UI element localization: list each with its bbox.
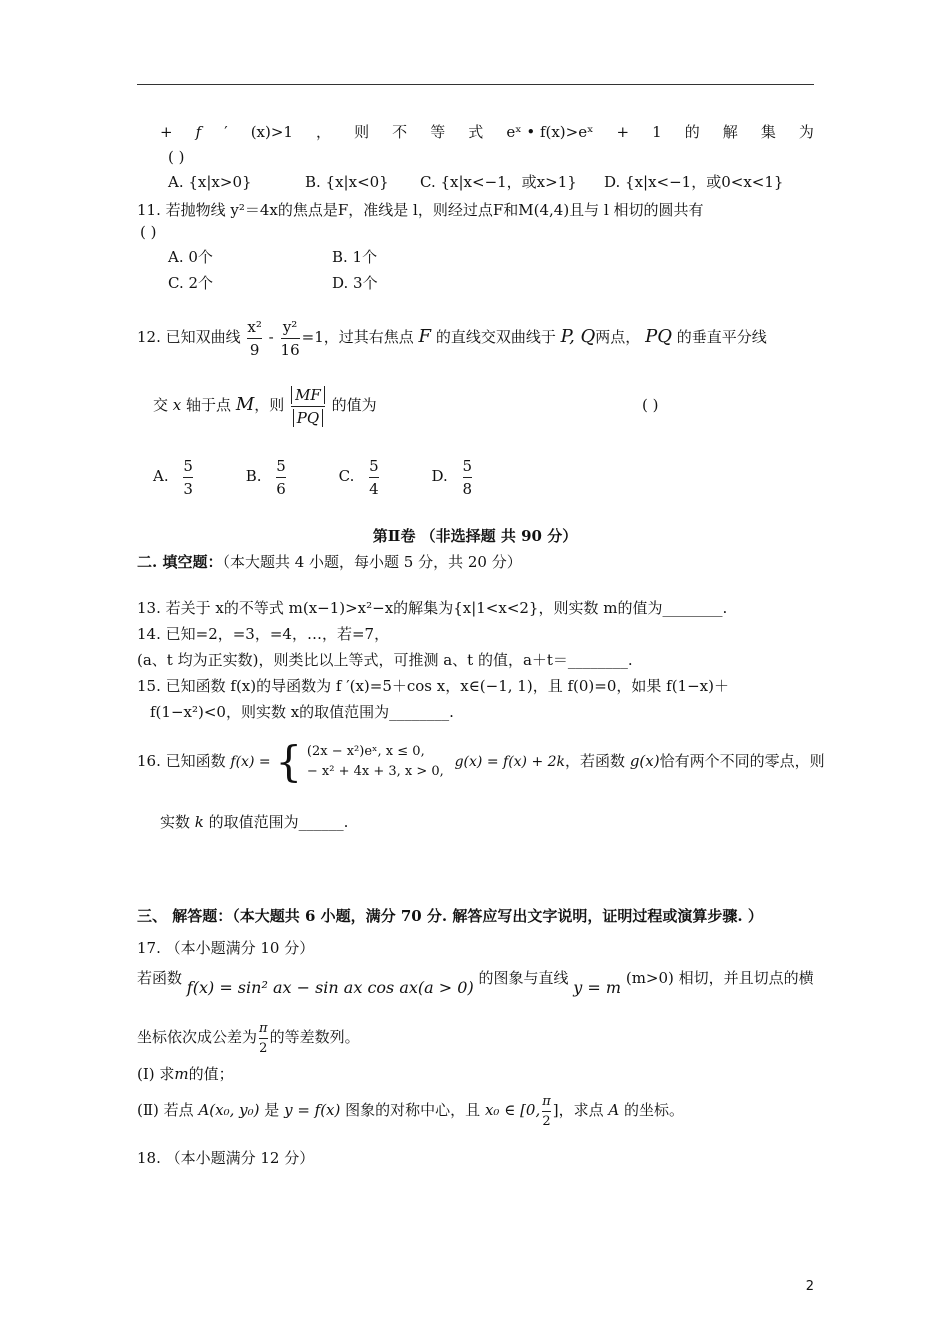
y-equals-fx: y = f(x) — [284, 1101, 341, 1119]
q10-part: 等 — [430, 123, 446, 141]
minus-sign: - — [268, 328, 274, 346]
part2-heading: 第Ⅱ卷 （非选择题 共 90 分） — [372, 527, 578, 545]
fraction-bar — [183, 477, 193, 478]
q10-option-a: A. {x|x>0} — [168, 173, 252, 191]
q12-text: ，过其右焦点 — [323, 328, 414, 346]
q12-options — [153, 452, 474, 500]
q12-text: 交 — [153, 396, 169, 414]
q17-text: (Ⅰ) 求 — [137, 1065, 175, 1083]
pi-over-2-fraction — [259, 1021, 268, 1056]
q14-line1: 14. 已知=2，=3，=4，…，若=7， — [137, 625, 390, 643]
fraction-bar — [276, 477, 286, 478]
q12-text: 两点， — [595, 328, 641, 346]
case-1: (2x − x²)eˣ, x ≤ 0, — [306, 744, 425, 759]
q17-line2 — [137, 1017, 360, 1057]
q11-option-c: C. 2个 — [168, 274, 214, 292]
q17-text: 坐标依次成公差为 — [137, 1028, 258, 1046]
q17-text: 的坐标。 — [624, 1101, 685, 1119]
q11-option-a: A. 0个 — [168, 248, 213, 266]
q12-text: 轴于点 — [186, 396, 232, 414]
q17-text: 是 — [264, 1101, 280, 1119]
frac-den: 16 — [280, 340, 300, 359]
q17-head: 17. （本小题满分 10 分） — [137, 939, 315, 957]
q10-part: + — [616, 123, 630, 141]
q12-text: 的垂直平分线 — [676, 328, 767, 346]
focus-symbol: F — [418, 326, 432, 347]
q16-text: 恰有两个不同的零点，则 — [659, 752, 825, 770]
q16-text: ，若函数 — [565, 752, 626, 770]
q12-option-a-label: A. — [153, 467, 169, 485]
q10-part: 集 — [760, 123, 776, 141]
part3-title: 三、 解答题：（本大题共 6 小题，满分 70 分. 解答应写出文字说明，证明过程或演算步骤. ） — [137, 907, 763, 925]
q10-part: 式 — [468, 123, 484, 141]
fraction-bar — [542, 1111, 551, 1112]
fraction-bar — [281, 338, 300, 339]
q12-option-d-label: D. — [431, 467, 448, 485]
q12-option-a-fraction — [183, 457, 193, 498]
q12-option-d-fraction — [463, 457, 473, 498]
q10-part: + — [160, 123, 173, 141]
frac-den: 3 — [183, 479, 193, 498]
q12-option-b-label: B. — [245, 467, 262, 485]
q17-part2 — [137, 1092, 684, 1129]
q17-text: (Ⅱ) 若点 — [137, 1101, 194, 1119]
g-symbol: g(x) — [629, 752, 660, 770]
frac-num: 5 — [462, 456, 473, 475]
x-symbol: x — [172, 396, 182, 414]
q11-text: 11. 若抛物线 y²＝4x的焦点是F，准线是 l，则经过点F和M(4,4)且与 l 相切的圆共有 — [137, 201, 704, 219]
q17-text: ]，求点 — [552, 1101, 604, 1119]
hyperbola-fraction-y — [281, 318, 300, 359]
gx-definition: g(x) = f(x) + 2k — [454, 754, 566, 770]
point-a-coords: A(x₀, y₀) — [198, 1101, 260, 1119]
fraction-bar — [259, 1038, 268, 1039]
point-m-symbol: M — [235, 394, 255, 415]
frac-num: 5 — [276, 456, 286, 475]
fill-section-title — [137, 552, 522, 572]
q14-line2: (a、t 均为正实数)，则类比以上等式，可推测 a、t 的值，a＋t＝________. — [137, 651, 633, 669]
frac-den: 4 — [369, 479, 379, 498]
q10-answer-paren: ( ) — [168, 148, 185, 166]
q10-part: ′ — [224, 123, 228, 141]
q12-text: 的直线交双曲线于 — [435, 328, 556, 346]
q17-line1 — [137, 965, 814, 997]
q10-part: 1 — [652, 123, 662, 141]
q17-text: 若函数 — [137, 969, 183, 987]
q10-part: 的 — [684, 123, 700, 141]
frac-num: y² — [282, 317, 298, 336]
q11-option-d: D. 3个 — [332, 274, 378, 292]
fraction-bar — [291, 406, 325, 407]
q12-text: 的值为 — [331, 396, 377, 414]
q16-line2 — [160, 812, 348, 832]
q15-line1: 15. 已知函数 f(x)的导函数为 f ′(x)=5＋cos x，x∈(−1, 1)，且 f(0)=0，如果 f(1−x)＋ — [137, 677, 729, 695]
frac-den: 6 — [276, 479, 286, 498]
q12-lead: 12. 已知双曲线 — [137, 328, 241, 346]
q17-text: 的等差数列。 — [269, 1028, 360, 1046]
q15-line2: f(1−x²)<0，则实数 x的取值范围为________. — [150, 703, 454, 721]
frac-den: 2 — [259, 1040, 268, 1056]
frac-num: MF — [291, 386, 325, 404]
q17-part1 — [137, 1064, 234, 1084]
m-symbol: m — [174, 1065, 189, 1083]
fraction-bar — [247, 338, 261, 339]
frac-num: x² — [247, 317, 262, 336]
x0-interval: x₀ ∈ [0, — [484, 1101, 541, 1119]
frac-den: 8 — [462, 479, 473, 498]
q10-option-b: B. {x|x<0} — [305, 173, 389, 191]
q17-text: 图象的对称中心，且 — [345, 1101, 481, 1119]
equals-one: =1 — [301, 328, 324, 346]
hyperbola-fraction-x — [247, 318, 261, 359]
fraction-bar — [463, 477, 473, 478]
q18-head: 18. （本小题满分 12 分） — [137, 1149, 315, 1167]
q10-part: eˣ • f(x)>eˣ — [506, 123, 594, 141]
piecewise-cases — [307, 742, 444, 782]
fill-note: （本大题共 4 小题，每小题 5 分，共 20 分） — [222, 553, 522, 571]
q10-option-d: D. {x|x<−1，或0<x<1} — [604, 173, 784, 191]
q10-part: ， — [316, 123, 332, 141]
fill-title: 二. 填空题： — [137, 553, 223, 571]
frac-num: π — [259, 1020, 268, 1036]
case-2: − x² + 4x + 3, x > 0, — [306, 764, 444, 779]
line-y-equals-m: y = m — [573, 978, 622, 997]
q12-option-b-fraction — [276, 457, 286, 498]
q16-line1 — [137, 736, 825, 787]
q11-answer-paren: ( ) — [140, 223, 157, 241]
q16-text: 的取值范围为______. — [208, 813, 349, 831]
q17-text: 的图象与直线 — [478, 969, 569, 987]
q13-text: 13. 若关于 x的不等式 m(x−1)>x²−x的解集为{x|1<x<2}，则实数 m的值为________. — [137, 599, 728, 617]
fraction-bar — [369, 477, 379, 478]
header-rule — [137, 84, 814, 85]
page-number: 2 — [805, 1279, 814, 1294]
q12-answer-paren: ( ) — [642, 396, 659, 414]
frac-num: π — [542, 1093, 551, 1109]
frac-den: PQ — [293, 409, 323, 427]
q10-part: 为 — [798, 123, 814, 141]
q11-option-b: B. 1个 — [332, 248, 378, 266]
q10-part: 则 — [354, 123, 370, 141]
fx-label: f(x) = — [230, 754, 271, 770]
q12-text: ，则 — [254, 396, 285, 414]
q12-option-c-fraction — [369, 457, 379, 498]
frac-den: 9 — [249, 340, 260, 359]
point-a-symbol: A — [608, 1101, 620, 1119]
k-symbol: k — [194, 813, 204, 831]
q10-option-c: C. {x|x<−1，或x>1} — [420, 173, 577, 191]
q12-line2 — [153, 381, 377, 429]
left-brace: { — [275, 737, 303, 786]
q17-formula: f(x) = sin² ax − sin ax cos ax(a > 0) — [186, 978, 474, 997]
frac-num: 5 — [369, 456, 379, 475]
q10-part: 解 — [722, 123, 738, 141]
q12-line1 — [137, 313, 767, 361]
q12-option-c-label: C. — [338, 467, 355, 485]
frac-den: 2 — [542, 1113, 551, 1129]
pi-over-2-fraction — [542, 1094, 551, 1129]
q10-condition-line — [160, 122, 814, 142]
q16-text: 实数 — [160, 813, 191, 831]
q10-part: (x)>1 — [250, 123, 293, 141]
q17-text: (m>0) 相切，并且切点的横 — [625, 969, 814, 987]
segment-symbol: PQ — [645, 326, 672, 347]
q16-lead: 16. 已知函数 — [137, 752, 226, 770]
q17-text: 的值； — [188, 1065, 234, 1083]
frac-num: 5 — [183, 456, 193, 475]
points-symbol: P, Q — [560, 326, 596, 347]
q10-part: f — [195, 123, 202, 141]
q10-part: 不 — [392, 123, 408, 141]
ratio-fraction — [291, 386, 325, 427]
